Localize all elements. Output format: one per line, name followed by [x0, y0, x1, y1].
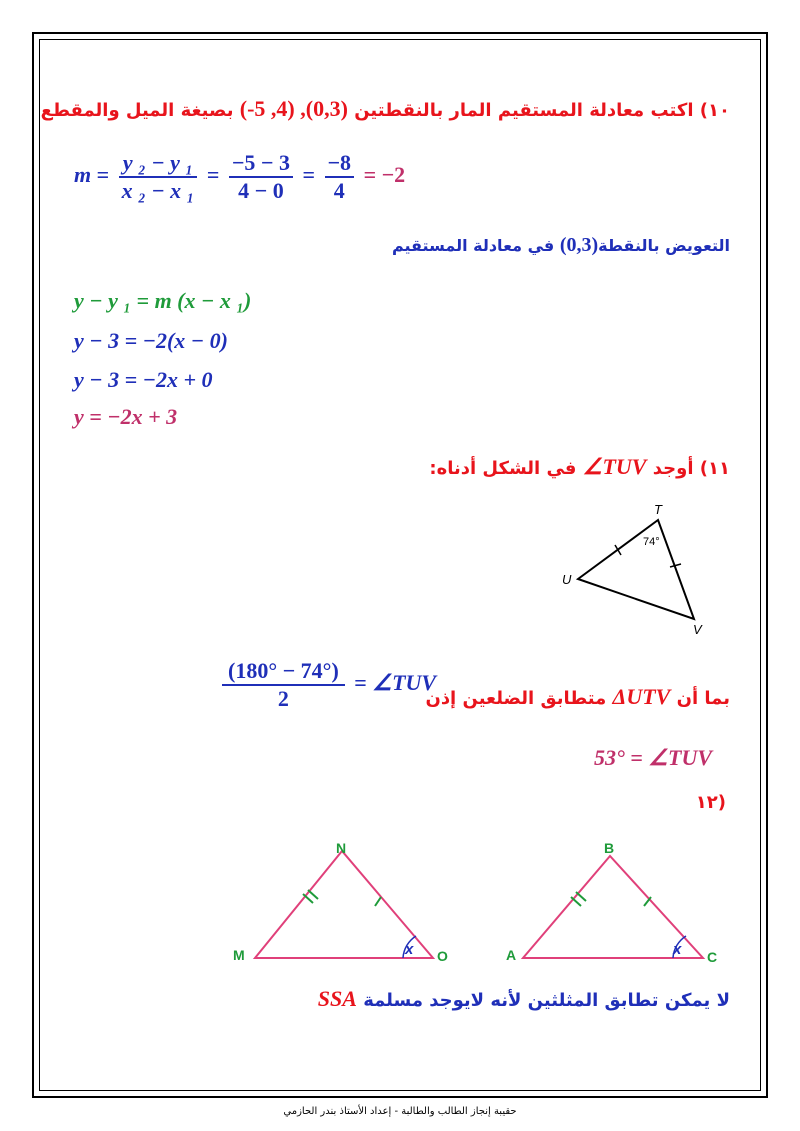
- triangles-figure: [225, 835, 735, 970]
- label-b: B: [604, 840, 615, 856]
- page-footer: حقيبة إنجاز الطالب والطالبة - إعداد الأستاذ بندر الحازمي: [283, 1106, 517, 1117]
- solution-11-text: [425, 684, 730, 710]
- equation-line-1: y − y ₁ = m (x − x ₁): [74, 288, 252, 313]
- q11-angle: ∠TUV: [582, 454, 647, 479]
- label-a: A: [506, 947, 517, 963]
- substitution-point: (0,3): [559, 234, 599, 256]
- slope-formula: $\frac{\text{y ₂ − y ₁}}{\text{x ₂ − x ₁}}$: [119, 150, 198, 204]
- sol11-fraction: $\frac{(180^\circ - 74^\circ)}{2}$: [222, 658, 345, 712]
- slope-result: = −2: [363, 162, 406, 188]
- substitution-line: [392, 234, 730, 257]
- tick-ab-2: [576, 892, 586, 901]
- label-c: C: [707, 949, 718, 965]
- sol11-text2: متطابق الضلعين إذن: [425, 688, 607, 709]
- label-o: O: [437, 948, 448, 964]
- triangle-tuv-shape: [578, 520, 694, 619]
- label-x-left: x: [405, 941, 414, 958]
- label-v: V: [693, 622, 702, 637]
- question-11: [429, 454, 730, 480]
- label-x-right: x: [673, 941, 682, 958]
- sol11-angle: ∠TUV: [372, 670, 437, 696]
- tick-mn-2: [308, 890, 318, 899]
- slope-equation: m = $\frac{\text{y ₂ − y ₁}}{\text{x ₂ − x ₁}}$ = $\frac{-5 - 3}{4 - 0}$ = $\frac{-8}{4}$ = −2: [74, 150, 406, 203]
- conclusion-text: لا يمكن تطابق المثلثين لأنه لايوجد مسلمة: [363, 990, 730, 1011]
- label-u: U: [562, 572, 572, 587]
- slope-m: m: [74, 162, 92, 188]
- equation-line-4: y = −2x + 3: [74, 404, 178, 429]
- q10-points: (-5 ,4) ,(0,3): [239, 96, 348, 121]
- q11-text: أوجد: [652, 458, 694, 479]
- slope-substitution: $\frac{-5 - 3}{4 - 0}$: [229, 150, 293, 204]
- solution-11-result: 53° = ∠TUV: [594, 745, 713, 770]
- substitution-label-after: في معادلة المستقيم: [391, 236, 555, 255]
- slope-simplified: $\frac{-8}{4}$: [325, 150, 355, 204]
- angle-74: 74°: [643, 536, 660, 548]
- q10-text-after: بصيغة الميل والمقطع: [40, 100, 234, 121]
- sol11-text: بما أن: [676, 688, 730, 709]
- conclusion: [318, 986, 730, 1012]
- solution-11-formula: $\frac{(180^\circ - 74^\circ)}{2}$ = ∠TUV: [218, 658, 436, 712]
- equation-line-2: y − 3 = −2(x − 0): [74, 328, 228, 353]
- substitution-label: التعويض بالنقطة: [598, 236, 730, 255]
- label-n: N: [336, 840, 347, 856]
- label-m: M: [233, 947, 245, 963]
- tick-no: [375, 897, 381, 906]
- question-10: [41, 96, 730, 122]
- conclusion-ssa: SSA: [317, 986, 357, 1011]
- triangle-tuv: [550, 495, 730, 640]
- sol11-triangle: ΔUTV: [612, 684, 671, 709]
- q11-text-after: في الشكل أدناه:: [429, 458, 577, 479]
- q11-number: ١١): [699, 458, 730, 479]
- q10-number: ١٠): [699, 100, 730, 121]
- q10-text: اكتب معادلة المستقيم المار بالنقطتين: [354, 100, 694, 121]
- question-12: (١٢: [695, 792, 726, 813]
- label-t: T: [654, 502, 662, 517]
- equation-line-3: y − 3 = −2x + 0: [74, 367, 213, 392]
